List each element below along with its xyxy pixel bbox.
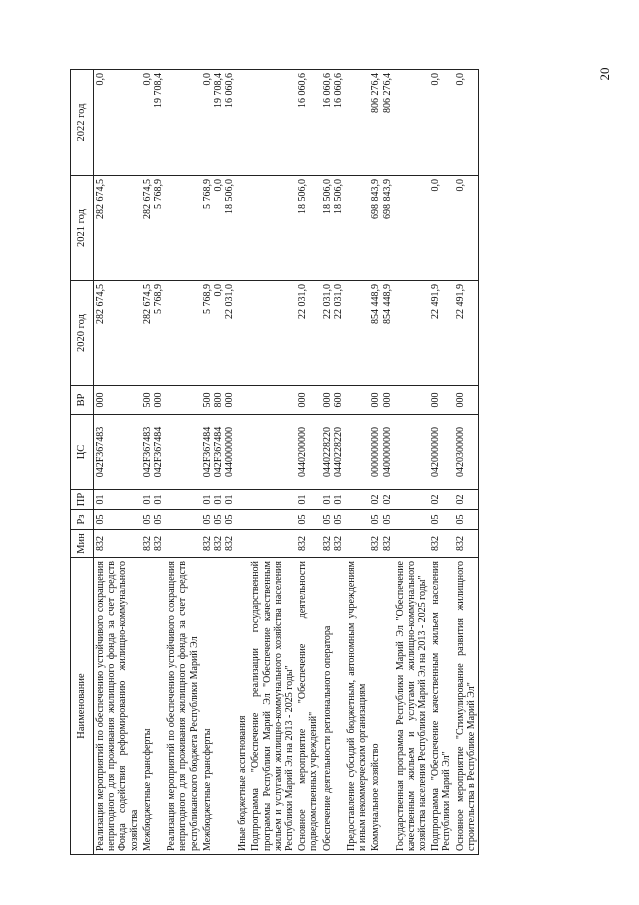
pr-cell [236,490,249,510]
value-2021 [394,176,430,281]
rz-cell-line: 05 [321,514,333,525]
vr-cell-line: 000 [430,392,442,408]
vr-cell [201,386,237,415]
min-cell [296,530,320,558]
min-cell-line: 832 [224,536,236,551]
table-row [345,70,369,855]
row-name: Межбюджетные трансферты [141,558,165,855]
value-2021-line: 0,0 [454,179,466,192]
value-2021 [345,176,369,281]
rz-cell-line: 05 [332,514,344,525]
value-2022-line: 0,0 [201,73,213,86]
min-cell-line: 832 [381,536,393,551]
rz-cell-line: 05 [224,514,236,525]
rz-cell [165,510,201,530]
value-2021-line: 18 506,0 [321,179,333,214]
cs-cell [429,415,453,490]
min-cell-line: 832 [152,536,164,551]
table-row [454,70,479,855]
vr-cell [345,386,369,415]
rz-cell [369,510,393,530]
table-row [394,70,430,855]
min-cell-line: 832 [370,536,382,551]
min-cell-line: 832 [95,536,106,551]
vr-cell-line: 000 [370,392,382,408]
pr-cell-line: 02 [430,494,442,505]
pr-cell-line: 01 [224,494,236,505]
value-2020 [369,281,393,386]
table-row [236,70,249,855]
header-pr: ПР [71,490,94,510]
row-name: Межбюджетные трансферты [201,558,237,855]
header-2020: 2020 год [71,281,94,386]
row-name: Реализация мероприятий по обеспечению устойчивого сокращения непригодного для проживания жилищного фонда за счет средств республиканского бюджета Республики Марий Эл [165,558,201,855]
row-name: Основное мероприятие "Обеспечение деятельности подведомственных учреждений" [296,558,320,855]
vr-cell-line: 000 [224,392,236,408]
pr-cell [321,490,345,510]
pr-cell [429,490,453,510]
row-name: Обеспечение деятельности регионального оператора [321,558,345,855]
table-body [94,70,479,855]
budget-table [70,69,479,855]
value-2022-line: 16 060,6 [297,73,309,108]
cs-cell [394,415,430,490]
vr-cell [394,386,430,415]
table-row [165,70,201,855]
cs-cell [249,415,296,490]
value-2022 [394,70,430,176]
value-2022 [454,70,479,176]
header-cs: ЦС [71,415,94,490]
cs-cell [94,415,141,490]
rz-cell [201,510,237,530]
rz-cell [296,510,320,530]
rz-cell-line: 05 [152,514,164,525]
pr-cell-line: 02 [454,494,466,505]
cs-cell-line: 0440200000 [297,427,309,477]
row-name: Реализация мероприятий по обеспечению устойчивого сокращения непригодного для проживания жилищного фонда за счет средств Фонда содействия реформированию жилищно-коммунального хозяйства [94,558,141,855]
vr-cell [94,386,141,415]
min-cell [165,530,201,558]
budget-table-rotated [70,70,560,855]
min-cell-line: 832 [332,536,344,551]
vr-cell-line: 600 [332,392,344,408]
table-row [369,70,393,855]
pr-cell [296,490,320,510]
header-name: Наименование [71,558,94,855]
value-2022 [94,70,141,176]
value-2020 [345,281,369,386]
pr-cell-line: 01 [201,494,213,505]
row-name: Государственная программа Республики Марий Эл "Обеспечение качественным жильем и услугами жилищно-коммунального хозяйства населения Республики Марий Эл на 2013 - 2025 годы" [394,558,430,855]
rz-cell [394,510,430,530]
value-2021-line: 18 506,0 [297,179,309,214]
value-2020-line: 22 031,0 [224,284,236,319]
value-2022-line: 0,0 [454,73,466,86]
rz-cell-line: 05 [141,514,153,525]
rz-cell-line: 05 [370,514,382,525]
rz-cell [454,510,479,530]
value-2021-line: 18 506,0 [224,179,236,214]
cs-cell-line: 0440000000 [224,427,236,477]
pr-cell [369,490,393,510]
header-rz: Рз [71,510,94,530]
vr-cell [165,386,201,415]
cs-cell [296,415,320,490]
row-name: Иные бюджетные ассигнования [236,558,249,855]
value-2021-line: 0,0 [430,179,442,192]
value-2021-line: 698 843,9 [381,179,393,219]
value-2021 [165,176,201,281]
value-2020 [429,281,453,386]
cs-cell-line: 0420300000 [454,427,466,477]
cs-cell-line: 0400000000 [381,427,393,477]
value-2020-line: 5 768,9 [152,284,164,314]
value-2022-line: 19 708,4 [212,73,224,108]
cs-cell-line: 0440228220 [321,427,333,477]
cs-cell-line: 0420000000 [430,427,442,477]
value-2020 [94,281,141,386]
value-2020-line: 0,0 [212,284,224,297]
min-cell-line: 832 [454,536,466,551]
rz-cell [236,510,249,530]
row-name: Подпрограмма "Обеспечение качественным жильем населения Республики Марий Эл" [429,558,453,855]
pr-cell-line: 01 [212,494,224,505]
pr-cell [141,490,165,510]
rz-cell [429,510,453,530]
value-2020 [201,281,237,386]
header-2022: 2022 год [71,70,94,176]
cs-cell-line: 042F367484 [152,426,164,478]
value-2022-line: 16 060,6 [224,73,236,108]
value-2022 [201,70,237,176]
value-2021-line: 282 674,5 [95,179,106,219]
row-name: Основное мероприятие "Стимулирование развития жилищного строительства в Республике Марий Эл" [454,558,479,855]
value-2020-line: 282 674,5 [95,284,106,324]
table-row [249,70,296,855]
value-2021 [249,176,296,281]
pr-cell-line: 01 [297,494,309,505]
min-cell-line: 832 [212,536,224,551]
min-cell [394,530,430,558]
min-cell [201,530,237,558]
min-cell-line: 832 [321,536,333,551]
rz-cell-line: 05 [297,514,309,525]
table-row [296,70,320,855]
value-2021 [236,176,249,281]
rz-cell [345,510,369,530]
value-2022-line: 806 276,4 [370,73,382,113]
value-2022-line: 16 060,6 [321,73,333,108]
value-2022 [141,70,165,176]
vr-cell-line: 500 [201,392,213,408]
header-2021: 2021 год [71,176,94,281]
table-row [321,70,345,855]
min-cell [236,530,249,558]
value-2021 [201,176,237,281]
min-cell [454,530,479,558]
header-min: Мин [71,530,94,558]
rz-cell-line: 05 [454,514,466,525]
row-name: Предоставление субсидий бюджетным, автономным учреждениям и иным некоммерческим организациям [345,558,369,855]
vr-cell [321,386,345,415]
value-2020-line: 22 491,9 [454,284,466,319]
vr-cell-line: 000 [95,392,106,408]
value-2022 [296,70,320,176]
pr-cell-line: 01 [95,494,106,505]
pr-cell-line: 01 [332,494,344,505]
min-cell [94,530,141,558]
vr-cell-line: 800 [212,392,224,408]
vr-cell [141,386,165,415]
min-cell-line: 832 [297,536,309,551]
value-2022 [369,70,393,176]
value-2022-line: 0,0 [95,73,106,86]
vr-cell-line: 000 [381,392,393,408]
cs-cell-line: 042F367484 [212,426,224,478]
table-row [94,70,141,855]
pr-cell-line: 01 [321,494,333,505]
value-2022-line: 19 708,4 [152,73,164,108]
value-2022-line: 0,0 [430,73,442,86]
value-2020 [249,281,296,386]
vr-cell-line: 000 [321,392,333,408]
vr-cell [454,386,479,415]
cs-cell-line: 0000000000 [370,427,382,477]
value-2021-line: 698 843,9 [370,179,382,219]
page-number: 20 [597,67,612,81]
pr-cell [165,490,201,510]
vr-cell-line: 000 [454,392,466,408]
value-2021-line: 5 768,9 [152,179,164,209]
value-2021-line: 282 674,5 [141,179,153,219]
min-cell-line: 832 [141,536,153,551]
min-cell [429,530,453,558]
rz-cell-line: 05 [212,514,224,525]
min-cell [141,530,165,558]
row-name: Подпрограмма "Обеспечение реализации государственной программы Республики Марий Эл "Обеспечение качественным жильем и услугами жилищно-коммунального хозяйства населения Республики Марий Эл на 2013 - 2025 годы" [249,558,296,855]
min-cell [249,530,296,558]
value-2021 [454,176,479,281]
value-2020-line: 854 448,9 [381,284,393,324]
table-header-row [71,70,94,855]
cs-cell [345,415,369,490]
cs-cell [369,415,393,490]
pr-cell [394,490,430,510]
cs-cell [321,415,345,490]
rz-cell-line: 05 [430,514,442,525]
pr-cell-line: 02 [381,494,393,505]
pr-cell-line: 01 [141,494,153,505]
value-2020-line: 22 031,0 [321,284,333,319]
value-2020 [165,281,201,386]
value-2021-line: 5 768,9 [201,179,213,209]
min-cell-line: 832 [430,536,442,551]
value-2021 [296,176,320,281]
value-2020-line: 22 031,0 [332,284,344,319]
value-2020 [236,281,249,386]
value-2021-line: 18 506,0 [332,179,344,214]
value-2020 [321,281,345,386]
pr-cell [201,490,237,510]
pr-cell-line: 02 [370,494,382,505]
cs-cell-line: 042F367484 [201,426,213,478]
value-2021 [369,176,393,281]
cs-cell-line: 0440228220 [332,427,344,477]
value-2020 [296,281,320,386]
table-row [429,70,453,855]
cs-cell [141,415,165,490]
rz-cell-line: 05 [381,514,393,525]
value-2022 [165,70,201,176]
vr-cell-line: 000 [297,392,309,408]
pr-cell [94,490,141,510]
value-2022 [249,70,296,176]
value-2020-line: 22 031,0 [297,284,309,319]
min-cell [369,530,393,558]
value-2020-line: 282 674,5 [141,284,153,324]
value-2021 [429,176,453,281]
vr-cell-line: 500 [141,392,153,408]
value-2021 [321,176,345,281]
value-2022-line: 0,0 [141,73,153,86]
cs-cell-line: 042F367483 [95,426,106,478]
value-2022-line: 16 060,6 [332,73,344,108]
value-2020 [141,281,165,386]
vr-cell [236,386,249,415]
value-2020 [394,281,430,386]
value-2020 [454,281,479,386]
value-2022 [429,70,453,176]
vr-cell [249,386,296,415]
value-2022-line: 806 276,4 [381,73,393,113]
pr-cell [454,490,479,510]
vr-cell [296,386,320,415]
vr-cell [369,386,393,415]
value-2020-line: 854 448,9 [370,284,382,324]
cs-cell [236,415,249,490]
row-name: Коммунальное хозяйство [369,558,393,855]
min-cell [345,530,369,558]
rz-cell [94,510,141,530]
pr-cell [345,490,369,510]
vr-cell-line: 000 [152,392,164,408]
value-2022 [345,70,369,176]
cs-cell [201,415,237,490]
min-cell [321,530,345,558]
value-2021-line: 0,0 [212,179,224,192]
value-2020-line: 22 491,9 [430,284,442,319]
value-2021 [141,176,165,281]
rz-cell [141,510,165,530]
table-row [201,70,237,855]
pr-cell [249,490,296,510]
rz-cell [249,510,296,530]
cs-cell [165,415,201,490]
value-2022 [236,70,249,176]
table-row [141,70,165,855]
min-cell-line: 832 [201,536,213,551]
cs-cell-line: 042F367483 [141,426,153,478]
value-2021 [94,176,141,281]
value-2020-line: 5 768,9 [201,284,213,314]
value-2022 [321,70,345,176]
rz-cell-line: 05 [95,514,106,525]
vr-cell [429,386,453,415]
rz-cell-line: 05 [201,514,213,525]
header-vr: ВР [71,386,94,415]
cs-cell [454,415,479,490]
pr-cell-line: 01 [152,494,164,505]
rz-cell [321,510,345,530]
